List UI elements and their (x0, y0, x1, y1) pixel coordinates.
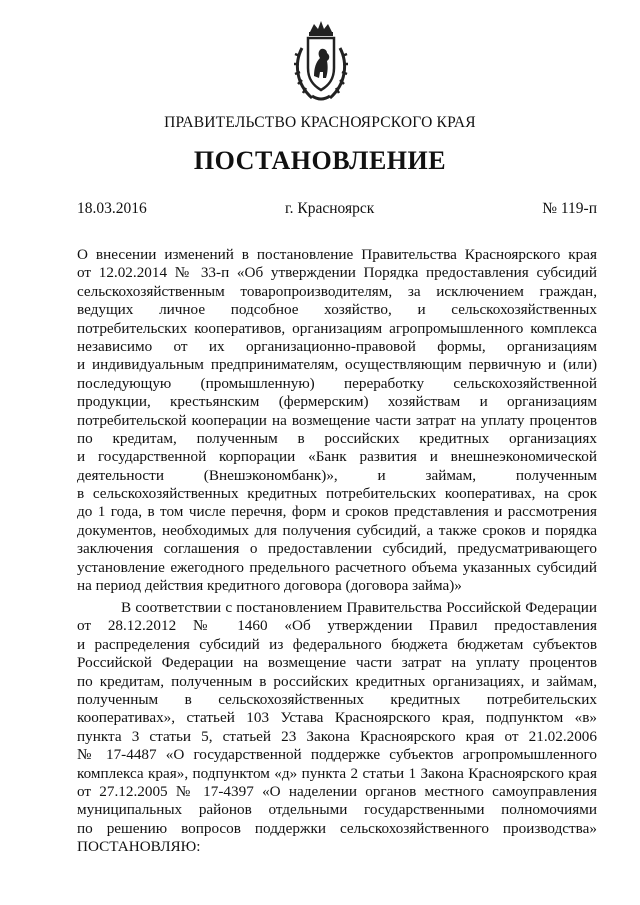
body-line: и распределения субсидий из федерального бюджета бюджетам субъектов (77, 635, 597, 653)
document-meta (77, 200, 597, 220)
body-line: полученным в сельскохозяйственных кредитных потребительских (77, 690, 597, 708)
title-line: в сельскохозяйственных кредитных потребительских кооперативах, на срок (77, 485, 597, 503)
government-name: ПРАВИТЕЛЬСТВО КРАСНОЯРСКОГО КРАЯ (164, 114, 476, 131)
title-line: до 1 года, в том числе перечня, форм и сроков представления и рассмотрения (77, 503, 597, 521)
title-line: и государственной корпорации «Банк развития и внешнеэкономической (77, 448, 597, 466)
preamble-paragraph (77, 599, 597, 856)
body-line: комплекса края», подпунктом «д» пункта 2 статьи 1 Закона Красноярского края (77, 764, 597, 782)
title-line: сельскохозяйственным товаропроизводителям, за исключением граждан, (77, 282, 597, 300)
document-date: 18.03.2016 (77, 200, 147, 217)
body-line: кооперативах», статьей 103 Устава Красноярского края, подпунктом «в» (77, 709, 597, 727)
body-line: по решению вопросов поддержки сельскохозяйственного производства» (77, 819, 597, 837)
body-line: В соответствии с постановлением Правительства Российской Федерации (121, 599, 597, 616)
decree-word: ПОСТАНОВЛЯЮ: (77, 838, 201, 856)
title-line: независимо от их организационно-правовой формы, организациям (77, 337, 597, 355)
document-kind-title: ПОСТАНОВЛЕНИЕ (193, 146, 447, 175)
title-line: потребительских кооперативов, организациям агропромышленного комплекса (77, 319, 597, 337)
title-line: от 12.02.2014 № 33-п «Об утверждении Порядка предоставления субсидий (77, 264, 597, 282)
body-line: от 27.12.2005 № 17-4397 «О наделении органов местного самоуправления (77, 782, 597, 800)
body-line: № 17-4487 «О государственной поддержке субъектов агропромышленного (77, 746, 597, 764)
title-line: деятельности (Внешэкономбанк)», и займам, полученным (77, 466, 597, 484)
title-line: продукции, крестьянским (фермерским) хозяйствам и организациям (77, 393, 597, 411)
title-line: ведущих личное подсобное хозяйство, и сельскохозяйственных (77, 301, 597, 319)
title-line: документов, необходимых для получения субсидий, а также сроков и порядка (77, 521, 597, 539)
body-line: по кредитам, полученным в российских кредитных организациях, и займам, (77, 672, 597, 690)
title-line: по кредитам, полученным в российских кредитных организациях (77, 429, 597, 447)
body-line: Российской Федерации на возмещение части затрат на уплату процентов (77, 654, 597, 672)
document-number: № 119-п (542, 200, 597, 217)
body-line: пункта 3 статьи 5, статьей 23 Закона Красноярского края от 21.02.2006 (77, 727, 597, 745)
title-line: заключения соглашения о предоставлении субсидий, предусматривающего (77, 540, 597, 558)
document-city: г. Красноярск (285, 200, 375, 217)
title-line: и индивидуальным предпринимателям, осуществляющим первичную и (или) (77, 356, 597, 374)
coat-of-arms-icon (290, 18, 352, 104)
title-line: О внесении изменений в постановление Правительства Красноярского края (77, 246, 597, 263)
title-line: установление ежегодного предельного расчетного объема указанных субсидий (77, 558, 597, 576)
title-line: потребительской кооперации на возмещение части затрат на уплату процентов (77, 411, 597, 429)
title-line: последующую (промышленную) переработку сельскохозяйственной (77, 374, 597, 392)
body-line: муниципальных районов отдельными государственными полномочиями (77, 801, 597, 819)
title-line: на период действия кредитного договора (договора займа)» (77, 577, 462, 595)
resolution-title (77, 246, 597, 595)
body-line: от 28.12.2012 № 1460 «Об утверждении Правил предоставления (77, 617, 597, 635)
